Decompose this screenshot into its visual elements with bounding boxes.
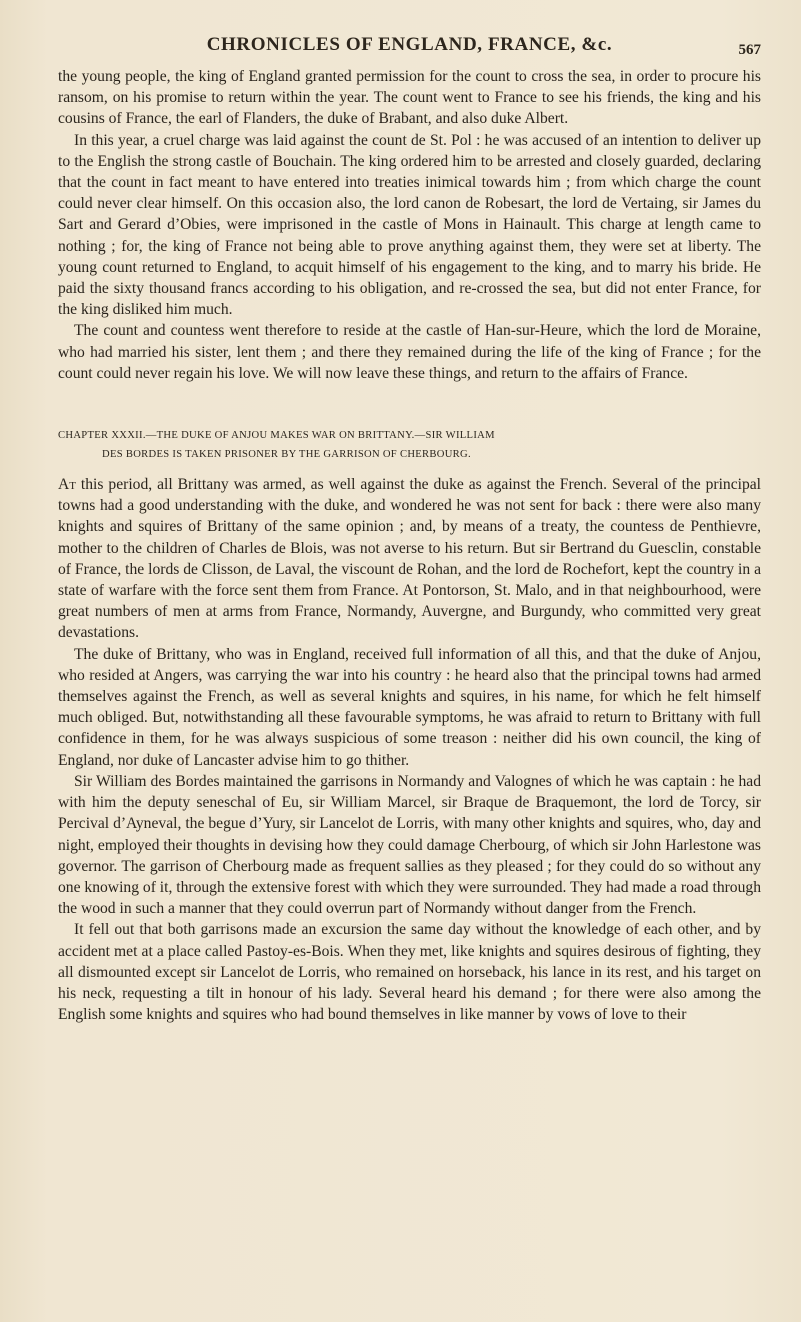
body-text-chapter	[58, 474, 761, 1025]
paragraph: The count and countess went therefore to reside at the castle of Han-sur-Heure, which the lord de Moraine, who had married his sister, lent them ; and there they remained during the life of the king of France ; for the count could never regain his love. We will now leave these things, and return to the affairs of France.	[58, 322, 761, 382]
running-head: CHRONICLES OF ENGLAND, FRANCE, &c.	[206, 34, 613, 55]
paragraph: In this year, a cruel charge was laid against the count de St. Pol : he was accused of an intention to deliver up to the English the strong castle of Bouchain. The king ordered him to be arrested and closely guarded, declaring that the count in fact meant to have entered into treaties inimical towards him ; from which charge the count could never clear himself. On this occasion also, the lord canon de Robesart, the lord de Vertaing, sir James du Sart and Gerard d’Obies, were imprisoned in the castle of Mons in Hainault. This charge at length came to nothing ; for, the king of France not being able to prove anything against them, they were set at liberty. The young count returned to England, to acquit himself of his engagement to the king, and to marry his bride. He paid the sixty thousand francs according to his obligation, and re-crossed the sea, but did not enter France, for the king disliked him much.	[58, 131, 761, 319]
body-text-before-chapter	[58, 66, 761, 384]
paragraph: the young people, the king of England granted permission for the count to cross the sea, in order to procure his ransom, on his promise to return within the year. The count went to France to see his friends, the king and his cousins of France, the earl of Flanders, the duke of Brabant, and also duke Albert.	[58, 68, 761, 128]
paragraph: The duke of Brittany, who was in England, received full information of all this, and that the duke of Anjou, who resided at Angers, was carrying the war into his country : he heard also that the principal towns had armed themselves against the French, as well as several knights and squires, in his name, for which he felt himself much obliged. But, notwithstanding all these favourable symptoms, he was afraid to return to Brittany with full confidence in them, for he was always suspicious of some treason : neither did his own council, the king of England, nor duke of Lancaster advise him to go thither.	[58, 645, 761, 769]
chapter-heading-line-2: DES BORDES IS TAKEN PRISONER BY THE GARRISON OF CHERBOURG.	[102, 449, 471, 461]
opening-word: At	[58, 476, 76, 494]
chapter-heading	[58, 426, 761, 464]
chapter-heading-line-1: CHAPTER XXXII.—THE DUKE OF ANJOU MAKES WAR ON BRITTANY.—SIR WILLIAM	[58, 430, 495, 442]
paragraph: It fell out that both garrisons made an excursion the same day without the knowledge of each other, and by accident met at a place called Pastoy-es-Bois. When they met, like knights and squires desirous of fighting, they all dismounted except sir Lancelot de Lorris, who remained on horseback, his lance in its rest, and his target on his neck, requesting a tilt in honour of his lady. Several heard his demand ; for there were also among the English some knights and squires who had bound themselves in like manner by vows of love to their	[58, 921, 761, 1024]
opening-text: this period, all Brittany was armed, as well against the duke as against the French. Several of the principal towns had a good understanding with the duke, and wondered he was not sent for back : there were also many knights and squires of Brittany of the same opinion ; and, by means of a treaty, the countess de Penthievre, mother to the children of Charles de Blois, was not averse to his return. But sir Bertrand du Guesclin, constable of France, the lords de Clisson, de Laval, the viscount de Rohan, and the lord de Rochefort, kept the country in a state of warfare with the force sent them from France. At Pontorson, St. Malo, and in that neighbourhood, were great numbers of men at arms from France, Normandy, Auvergne, and Burgundy, who committed very great devastations.	[58, 476, 761, 642]
paragraph: Sir William des Bordes maintained the garrisons in Normandy and Valognes of which he was captain : he had with him the deputy seneschal of Eu, sir William Marcel, sir Braque de Braquemont, the lord de Torcy, sir Percival d’Ayneval, the begue d’Yury, sir Lancelot de Lorris, with many other knights and squires, who, day and night, employed their thoughts in devising how they could damage Cherbourg, of which sir John Harlestone was governor. The garrison of Cherbourg made as frequent sallies as they pleased ; for they could do so without any one knowing of it, through the extensive forest with which they were surrounded. They had made a road through the wood in such a manner that they could overrun part of Normandy without danger from the French.	[58, 772, 761, 918]
page-header	[58, 14, 761, 66]
page-number: 567	[738, 42, 761, 58]
chapter-opening-paragraph	[58, 474, 761, 644]
